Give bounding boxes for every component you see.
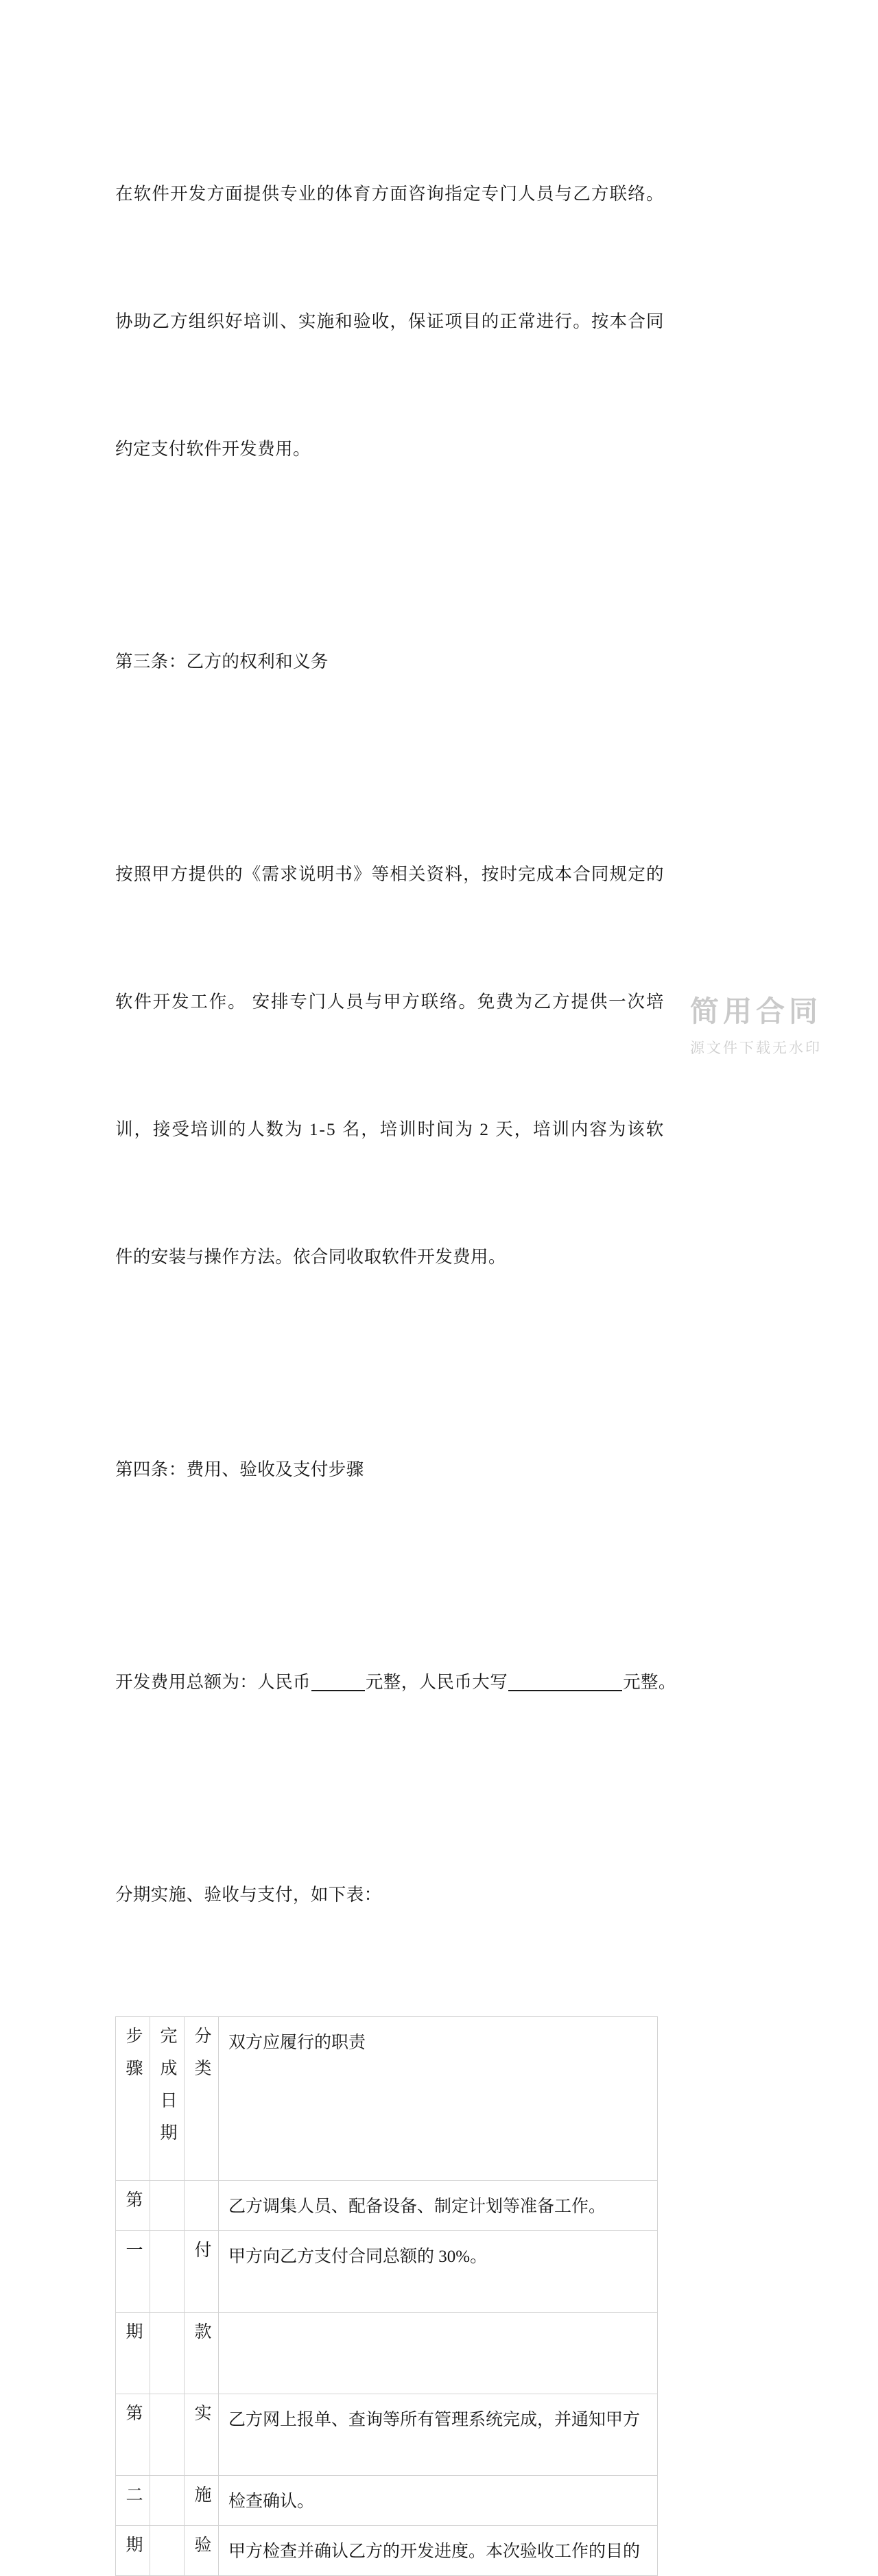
table-header-row xyxy=(116,2017,658,2181)
cell-duty-text: 甲方检查并确认乙方的开发进度。本次验收工作的目的 xyxy=(228,2542,641,2561)
table-row xyxy=(116,2476,658,2526)
cell-step-text: 期 xyxy=(123,2322,142,2354)
cell-step-text: 第 xyxy=(123,2191,142,2223)
cell-duty xyxy=(219,2394,658,2476)
clause-heading-text: 第三条：乙方的权利和义务 xyxy=(115,652,329,671)
table-header-step xyxy=(116,2017,150,2181)
cell-duty-text: 甲方向乙方支付合同总额的 30%。 xyxy=(228,2247,488,2266)
table-row xyxy=(116,2313,658,2394)
fee-total-line xyxy=(115,1576,676,1789)
clause-three-heading xyxy=(115,556,664,768)
cell-duty-text xyxy=(219,2313,657,2329)
cell-date xyxy=(150,2476,185,2526)
fee-suffix-text: 元整。 xyxy=(623,1672,676,1692)
cell-date xyxy=(150,2313,185,2394)
paragraph-line: 约定支付软件开发费用。 xyxy=(115,439,311,459)
table-header-duty xyxy=(219,2017,658,2181)
cell-date xyxy=(150,2231,185,2313)
clause-four-heading xyxy=(115,1363,664,1576)
cell-date xyxy=(150,2181,185,2231)
cell-step xyxy=(116,2476,150,2526)
cell-duty xyxy=(219,2231,658,2313)
table-header-date-label: 完成日期 xyxy=(158,2027,176,2156)
cell-step xyxy=(116,2394,150,2476)
cell-date xyxy=(150,2526,185,2576)
fee-amount-words-blank[interactable] xyxy=(508,1690,622,1691)
paragraph-line: 在 软 件 开 发 方 面 提 供 专 业 的 体 育 方 面 咨 询 指 定 专 门 人 员 与 乙 方 联 络 。 xyxy=(115,184,664,204)
cell-category-text: 实 xyxy=(192,2404,211,2436)
watermark-subtitle-text: 源文件下载无水印 xyxy=(689,1040,822,1056)
table-header-category-label: 分类 xyxy=(192,2027,211,2091)
cell-category-text: 款 xyxy=(192,2322,211,2354)
schedule-intro-text: 分期实施、验收与支付，如下表： xyxy=(115,1885,382,1905)
cell-step-text: 二 xyxy=(123,2485,142,2518)
cell-duty-text: 检查确认。 xyxy=(228,2492,315,2511)
table-row xyxy=(116,2231,658,2313)
cell-step-text: 一 xyxy=(123,2241,142,2273)
cell-category xyxy=(185,2526,219,2576)
cell-category xyxy=(185,2231,219,2313)
paragraph-line: 协 助 乙 方 组 织 好 培 训 、 实 施 和 验 收 ， 保 证 项 目 的 正 常 进 行 。 按 本 合 同 xyxy=(115,311,664,331)
paragraph-line: 软 件 开 发 工 作 。 安 排 专 门 人 员 与 甲 方 联 络 。 免 费 为 乙 方 提 供 一 次 培 xyxy=(115,992,664,1012)
fee-prefix-text: 开发费用总额为：人民币 xyxy=(115,1672,311,1692)
cell-step xyxy=(116,2526,150,2576)
cell-duty xyxy=(219,2526,658,2576)
fee-middle-text: 元整，人民币大写 xyxy=(365,1672,508,1692)
cell-category-text: 施 xyxy=(192,2485,211,2518)
table-header-date xyxy=(150,2017,185,2181)
cell-category xyxy=(185,2181,219,2231)
cell-category xyxy=(185,2313,219,2394)
table-row xyxy=(116,2394,658,2476)
cell-category-text: 验 xyxy=(192,2536,211,2568)
cell-duty xyxy=(219,2181,658,2231)
fee-line-wrapper xyxy=(115,1661,676,1704)
payment-schedule-table xyxy=(115,2016,658,2576)
cell-date xyxy=(150,2394,185,2476)
cell-category xyxy=(185,2476,219,2526)
paragraph-obligations-party-a xyxy=(115,88,664,556)
cell-duty-text: 乙方调集人员、配备设备、制定计划等准备工作。 xyxy=(228,2197,606,2216)
cell-duty-text: 乙方网上报单、查询等所有管理系统完成，并通知甲方 xyxy=(228,2411,641,2429)
table-row xyxy=(116,2181,658,2231)
paragraph-line: 件的安装与操作方法。依合同收取软件开发费用。 xyxy=(115,1247,506,1267)
cell-category xyxy=(185,2394,219,2476)
schedule-intro-line xyxy=(115,1789,664,2001)
cell-step xyxy=(116,2313,150,2394)
paragraph-line: 训 ， 接 受 培 训 的 人 数 为 1 - 5 名 ， 培 训 时 间 为 2 天 ， 培 训 内 容 为 该 软 xyxy=(115,1119,664,1139)
cell-duty xyxy=(219,2476,658,2526)
watermark xyxy=(690,996,822,1058)
table-row xyxy=(116,2526,658,2576)
clause-heading-text: 第四条：费用、验收及支付步骤 xyxy=(115,1459,364,1479)
paragraph-line: 按 照 甲 方 提 供 的 《 需 求 说 明 书 》 等 相 关 资 料 ， 按 时 完 成 本 合 同 规 定 的 xyxy=(115,864,664,884)
document-content xyxy=(115,88,676,2576)
table-header-duty-label: 双方应履行的职责 xyxy=(228,2034,366,2052)
cell-category-text: 付 xyxy=(192,2241,211,2273)
cell-step xyxy=(116,2181,150,2231)
watermark-brand-text: 简用合同 xyxy=(689,994,822,1028)
cell-step xyxy=(116,2231,150,2313)
cell-duty xyxy=(219,2313,658,2394)
table-header-step-label: 步骤 xyxy=(123,2027,142,2091)
fee-amount-blank[interactable] xyxy=(311,1690,365,1691)
cell-step-text: 期 xyxy=(123,2536,142,2568)
paragraph-obligations-party-b xyxy=(115,768,664,1363)
cell-step-text: 第 xyxy=(123,2404,142,2436)
table-header-category xyxy=(185,2017,219,2181)
